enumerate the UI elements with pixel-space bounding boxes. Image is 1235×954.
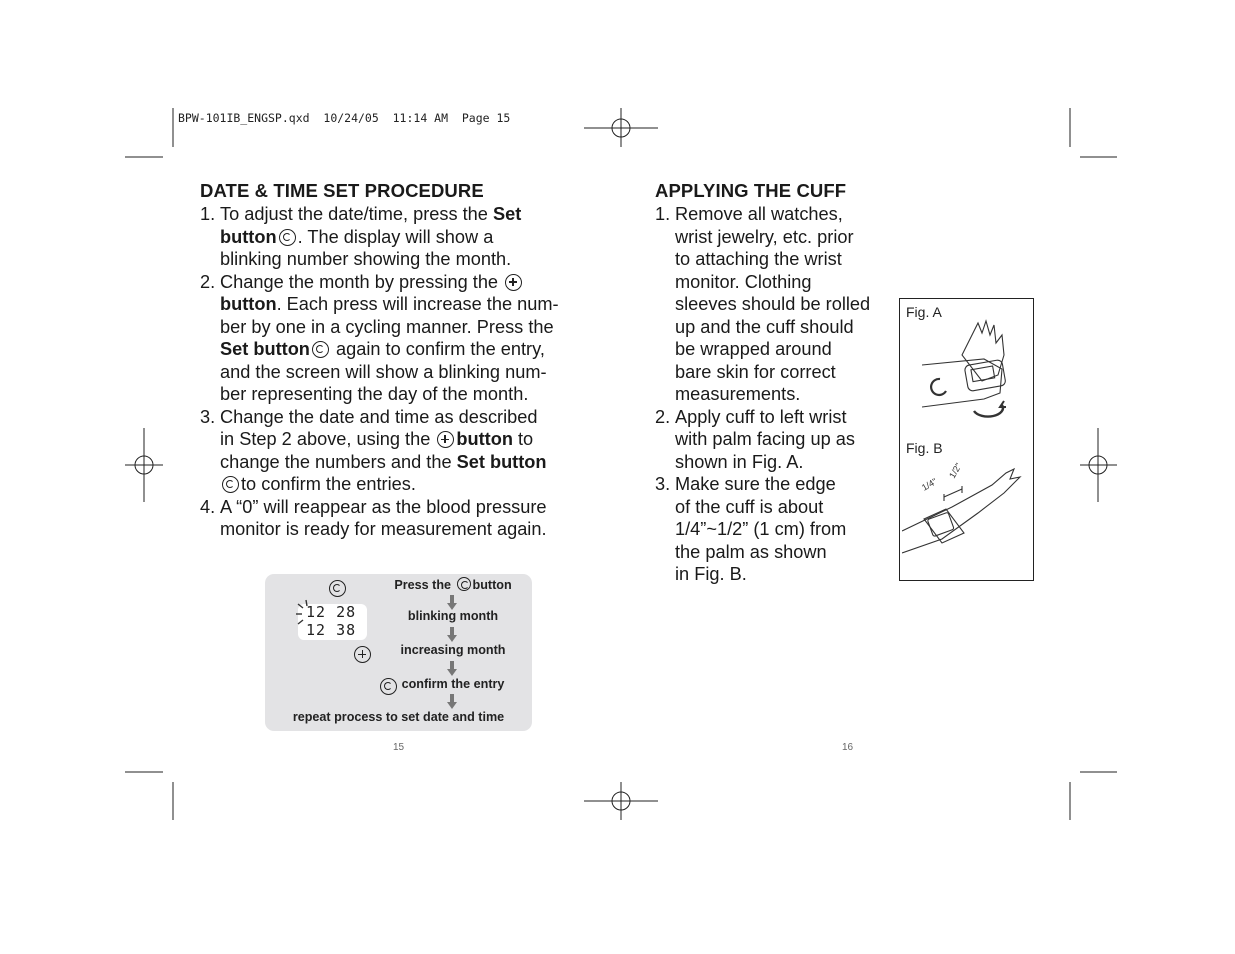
step-4: 4. A “0” will reappear as the blood pressure monitor is ready for measurement again. [200,496,547,539]
cuff-step-2: 2. Apply cuff to left wrist with palm facing up as shown in Fig. A. [655,406,855,472]
registration-mark-left [125,428,163,502]
lcd-display-icon [298,604,367,640]
step-1: 1. To adjust the date/time, press the Set button . The display will show a blinking number showing the month. [200,204,522,269]
down-arrow-icon [448,694,456,710]
plus-button-icon [505,274,522,291]
plus-button-icon [437,431,454,448]
flow-press-set: Press the button [394,578,512,592]
fig-a-label: Fig. A [906,304,942,320]
set-button-icon [222,476,239,493]
step-2: 2. Change the month by pressing the button. Each press will increase the num- ber by one in a cycling manner. Press the Set button again to confirm the entry, and the screen will show a blinking num- ber representing the day of the month. [200,271,559,404]
flow-repeat: repeat process to set date and time [292,710,505,724]
date-time-heading: DATE & TIME SET PROCEDURE [200,180,484,201]
wrist-cuff-illustration-a [922,315,1032,433]
registration-mark-right [1080,428,1117,502]
dimension-label-half: 1/2" [947,461,964,480]
date-time-steps [200,203,580,541]
wrist-cuff-illustration-b [902,461,1030,556]
cuff-step-1: 1. Remove all watches, wrist jewelry, etc. prior to attaching the wrist monitor. Clothing sleeves should be rolled up and the cuff should be wrapped around bare skin for correct measurements. [655,204,871,404]
registration-mark-bottom [584,782,658,820]
set-button-icon [279,229,296,246]
down-arrow-icon [448,627,456,643]
plus-button-icon [354,646,371,663]
dimension-label-quarter: 1/4" [920,476,939,493]
figure-box [899,298,1034,581]
lcd-line-1: 12 28 [306,603,357,621]
set-button-icon [312,341,329,358]
registration-mark-top [584,108,658,147]
file-slug: BPW-101IB_ENGSP.qxd 10/24/05 11:14 AM Page 15 [178,111,511,125]
applying-cuff-heading: APPLYING THE CUFF [655,180,847,201]
down-arrow-icon [448,661,456,677]
flow-blinking-month: blinking month [407,609,499,623]
set-button-icon [457,577,471,591]
flow-confirm-entry: confirm the entry [401,677,505,691]
flow-increasing-month: increasing month [400,643,506,657]
step-3: 3. Change the date and time as described in Step 2 above, using the button to change the numbers and the Set button to confirm the entries. [200,406,547,494]
lcd-line-2: 12 38 [306,621,357,639]
set-button-icon [329,580,346,597]
page-number-left: 15 [393,742,405,753]
date-set-flow-diagram [265,574,532,731]
cuff-steps [655,203,895,586]
fig-b-label: Fig. B [906,440,943,456]
page-number-right: 16 [842,742,854,753]
cuff-step-3: 3. Make sure the edge of the cuff is about 1/4”~1/2” (1 cm) from the palm as shown in Fig. B. [655,474,847,584]
